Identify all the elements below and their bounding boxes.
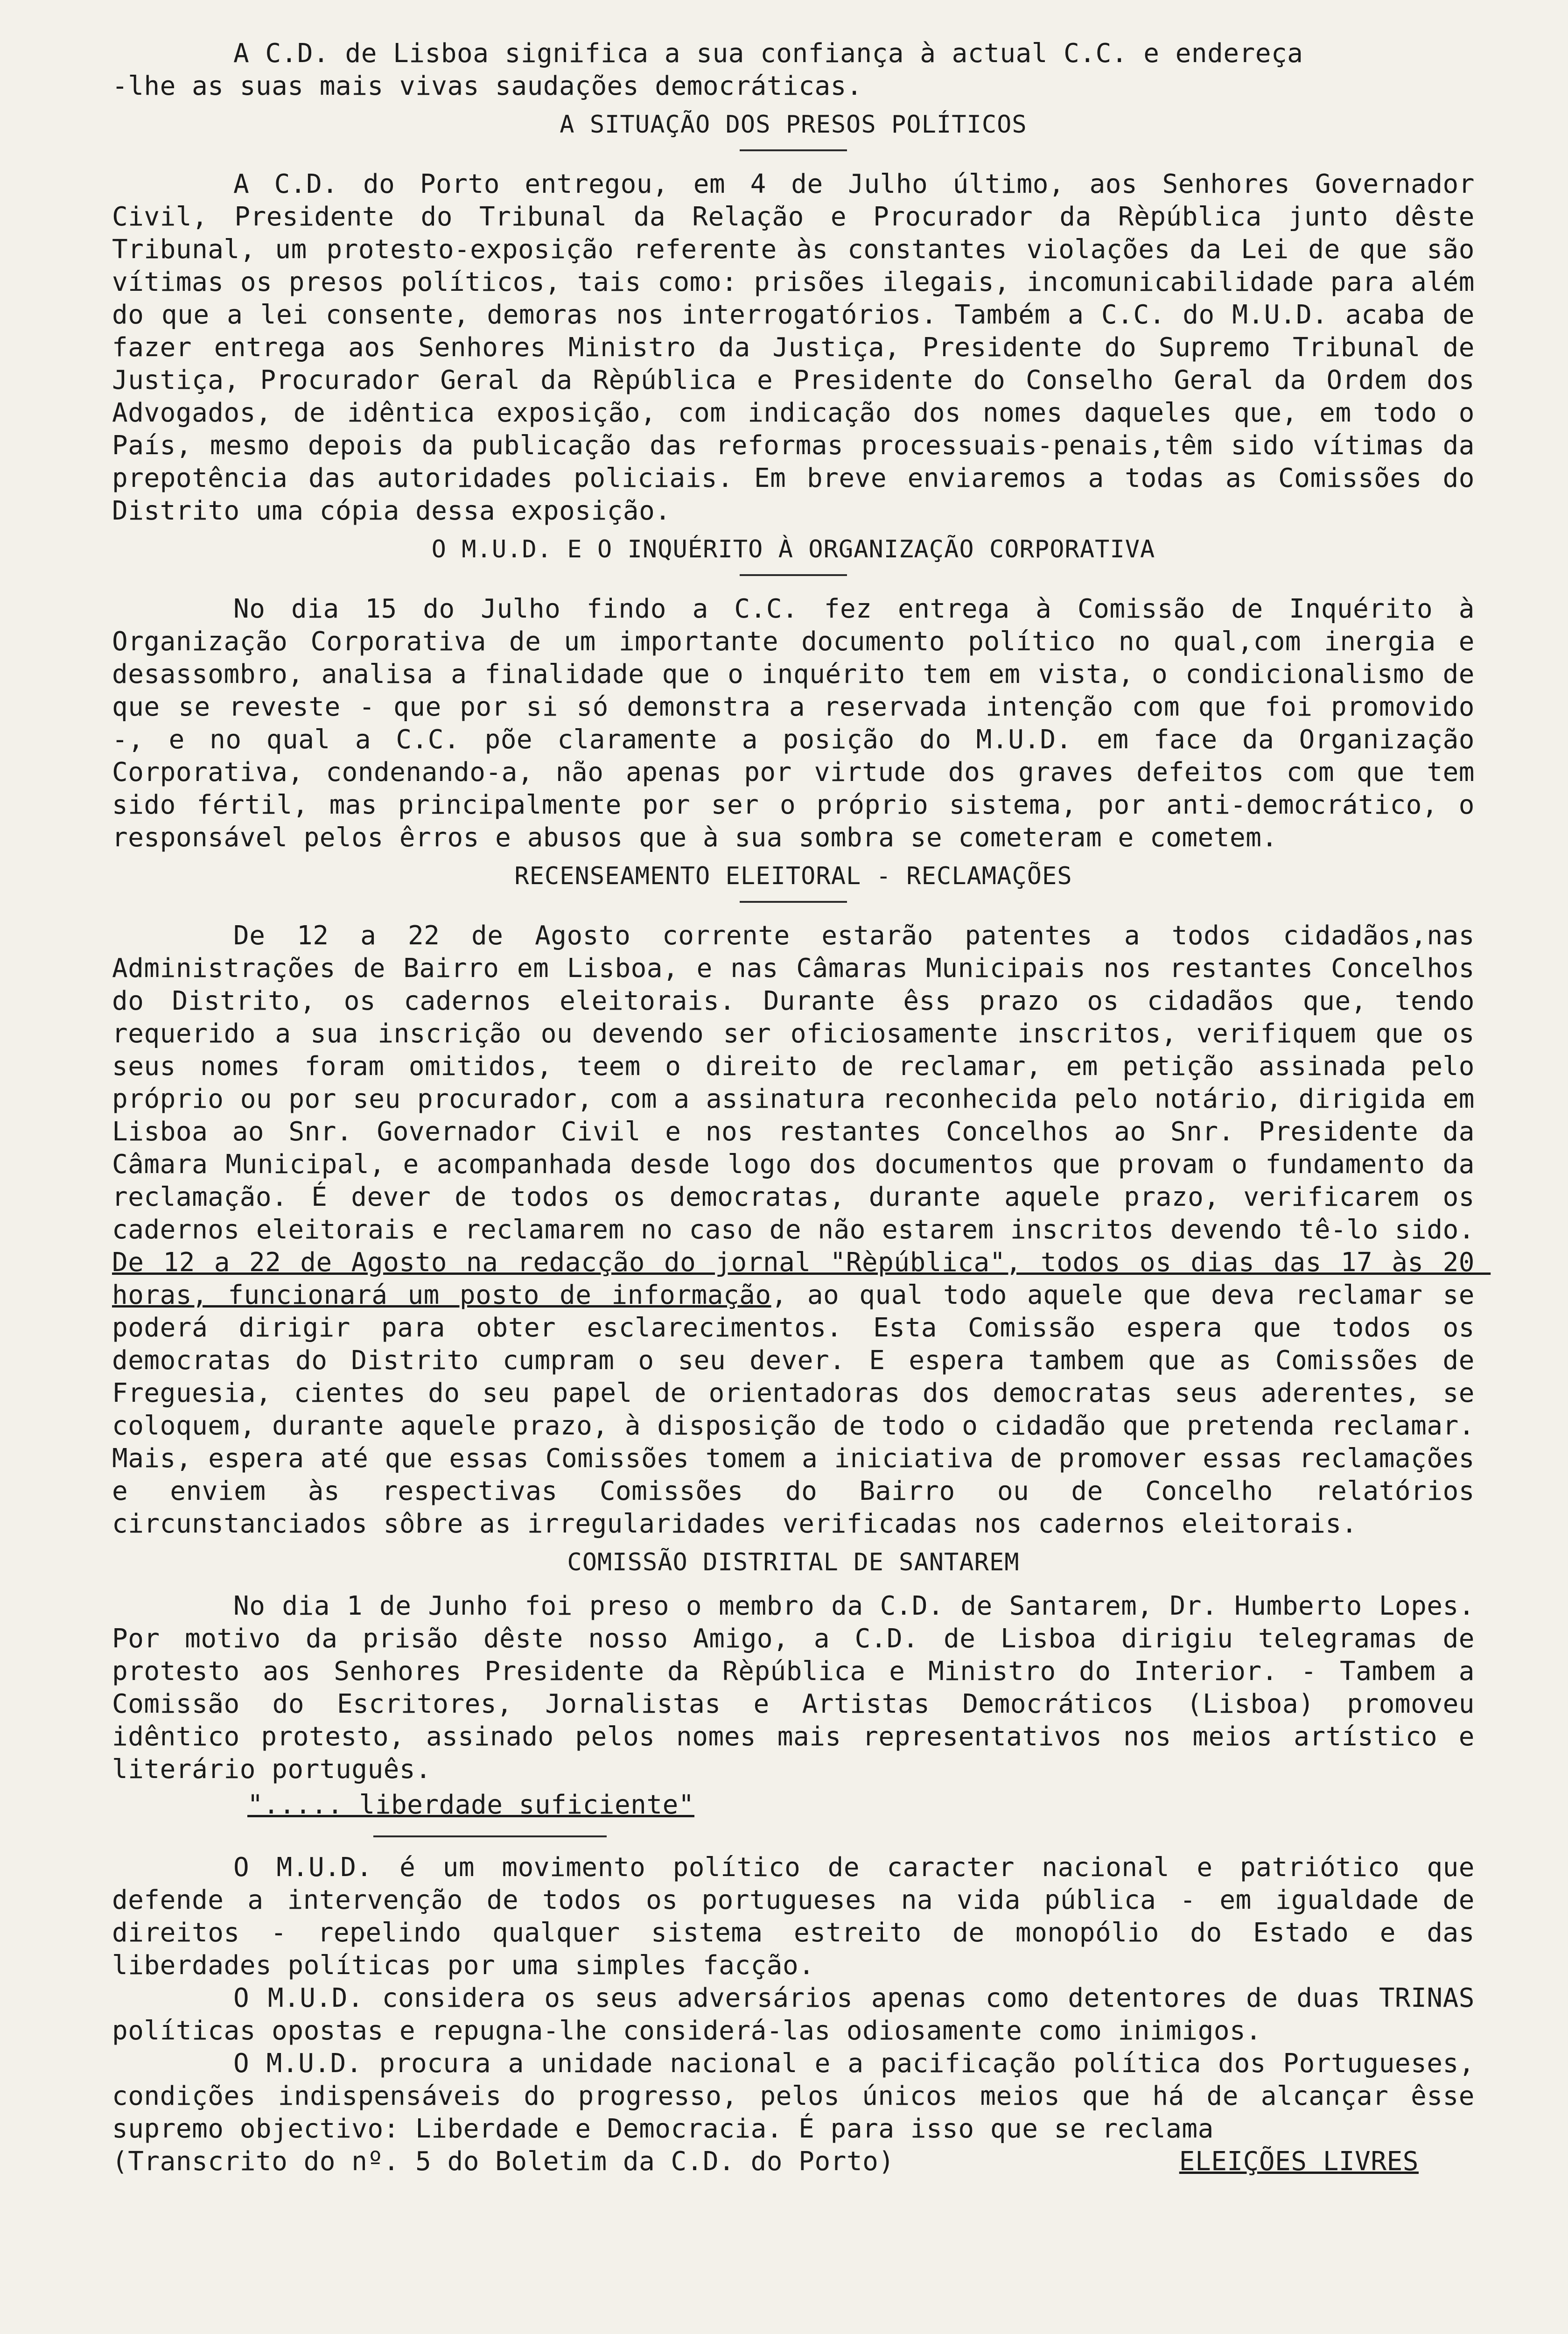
source-note: (Transcrito do nº. 5 do Boletim da C.D. do Porto) — [112, 2146, 895, 2177]
intro-line-1: A C.D. de Lisboa significa a sua confiança à actual C.C. e endereça — [233, 38, 1303, 69]
section-text-recenseamento — [112, 920, 1491, 1540]
heading-rule — [740, 901, 847, 903]
closing-paragraph-1: O M.U.D. é um movimento político de caracter nacional e patriótico que defende a intervenção de todos os portugueses na vida pública - em igualdade de direitos - repelindo qualquer sistema estreito de monopólio do Estado e das liberdades políticas por uma simples facção. — [112, 1852, 1491, 1981]
recenseamento-text-after: , ao qual todo aquele que deva reclamar se poderá dirigir para obter esclarecimentos. Esta Comissão espera que todos os democratas do Distrito cumpram o seu dever. E espera tambem que as Comissões de Freguesia, cientes do seu papel de orientadoras dos democratas seus aderentes, se coloquem, durante aquele prazo, à disposição de todo o cidadão que pretenda reclamar. Mais, espera até que essas Comissões tomem a iniciativa de promover essas reclamações e enviem às respectivas Comissões do Bairro ou de Concelho relatórios circunstanciados sôbre as irregularidades verificadas nos cadernos eleitorais. — [112, 1280, 1491, 1539]
section-heading-santarem: COMISSÃO DISTRITAL DE SANTAREM — [567, 1548, 1020, 1576]
intro-line-2: -lhe as suas mais vivas saudações democráticas. — [112, 71, 863, 101]
section-heading-presos: A SITUAÇÃO DOS PRESOS POLÍTICOS — [560, 111, 1027, 139]
section-heading-inquerito: O M.U.D. E O INQUÉRITO À ORGANIZAÇÃO CORPORATIVA — [431, 535, 1155, 563]
closing-paragraph-3: O M.U.D. procura a unidade nacional e a pacificação política dos Portugueses, condições indispensáveis do progresso, pelos únicos meios que há de alcançar êsse supremo objectivo: Liberdade e Democracia. É para isso que se reclama — [112, 2048, 1491, 2144]
heading-rule — [740, 574, 847, 576]
quote-line: "..... liberdade suficiente" — [247, 1790, 695, 1820]
section-text-santarem: No dia 1 de Junho foi preso o membro da C.D. de Santarem, Dr. Humberto Lopes. Por motivo da prisão dêste nosso Amigo, a C.D. de Lisboa dirigiu telegramas de protesto aos Senhores Presidente da Rèpública e Ministro do Interior. - Tambem a Comissão do Escritores, Jornalistas e Artistas Democráticos (Lisboa) promoveu idêntico protesto, assinado pelos nomes mais representativos nos meios artístico e literário português. — [112, 1591, 1491, 1785]
footer-row — [112, 2145, 1475, 2178]
section-text-inquerito: No dia 15 do Julho findo a C.C. fez entrega à Comissão de Inquérito à Organização Corporativa de um importante documento político no qual,com inergia e desassombro, analisa a finalidade que o inquérito tem em vista, o condicionalismo de que se reveste - que por si só demonstra a reservada intenção com que foi promovido -, e no qual a C.C. põe claramente a posição do M.U.D. em face da Organização Corporativa, condenando-a, não apenas por virtude dos graves defeitos com que tem sido fértil, mas principalmente por ser o próprio sistema, por anti-democrático, o responsável pelos êrros e abusos que à sua sombra se cometeram e cometem. — [112, 594, 1491, 853]
closing-paragraph-2: O M.U.D. considera os seus adversários apenas como detentores de duas TRINAS políticas opostas e repugna-lhe considerá-las odiosamente como inimigos. — [112, 1983, 1491, 2046]
section-text-presos: A C.D. do Porto entregou, em 4 de Julho último, aos Senhores Governador Civil, Presidente do Tribunal da Relação e Procurador da Rèpública junto dêste Tribunal, um protesto-exposição referente às constantes violações da Lei de que são vítimas os presos políticos, tais como: prisões ilegais, incomunicabilidade para além do que a lei consente, demoras nos interrogatórios. Também a C.C. do M.U.D. acaba de fazer entrega aos Senhores Ministro da Justiça, Presidente do Supremo Tribunal de Justiça, Procurador Geral da Rèpública e Presidente do Conselho Geral da Ordem dos Advogados, de idêntica exposição, com indicação dos nomes daqueles que, em todo o País, mesmo depois da publicação das reformas processuais-penais,têm sido vítimas da prepotência das autoridades policiais. Em breve enviaremos a todas as Comissões do Distrito uma cópia dessa exposição. — [112, 169, 1491, 526]
heading-rule — [740, 149, 847, 151]
section-heading-recenseamento: RECENSEAMENTO ELEITORAL - RECLAMAÇÕES — [514, 862, 1072, 890]
signature-slogan: ELEIÇÕES LIVRES — [1179, 2146, 1419, 2177]
recenseamento-underlined-notice: De 12 a 22 de Agosto na redacção do jornal "Rèpública", todos os dias das 17 às 20 horas, funcionará um posto de informação — [112, 1247, 1491, 1310]
recenseamento-text-before: De 12 a 22 de Agosto corrente estarão patentes a todos cidadãos,nas Administrações de Bairro em Lisboa, e nas Câmaras Municipais nos restantes Concelhos do Distrito, os cadernos eleitorais. Durante êss prazo os cidadãos que, tendo requerido a sua inscrição ou devendo ser oficiosamente inscritos, verifiquem que os seus nomes foram omitidos, teem o direito de reclamar, em petição assinada pelo próprio ou por seu procurador, com a assinatura reconhecida pelo notário, dirigida em Lisboa ao Snr. Governador Civil e nos restantes Concelhos ao Snr. Presidente da Câmara Municipal, e acompanhada desde logo dos documentos que provam o fundamento da reclamação. É dever de todos os democratas, durante aquele prazo, verificarem os cadernos eleitorais e reclamarem no caso de não estarem inscritos devendo tê-lo sido. — [112, 921, 1491, 1245]
quote-rule — [373, 1835, 607, 1837]
